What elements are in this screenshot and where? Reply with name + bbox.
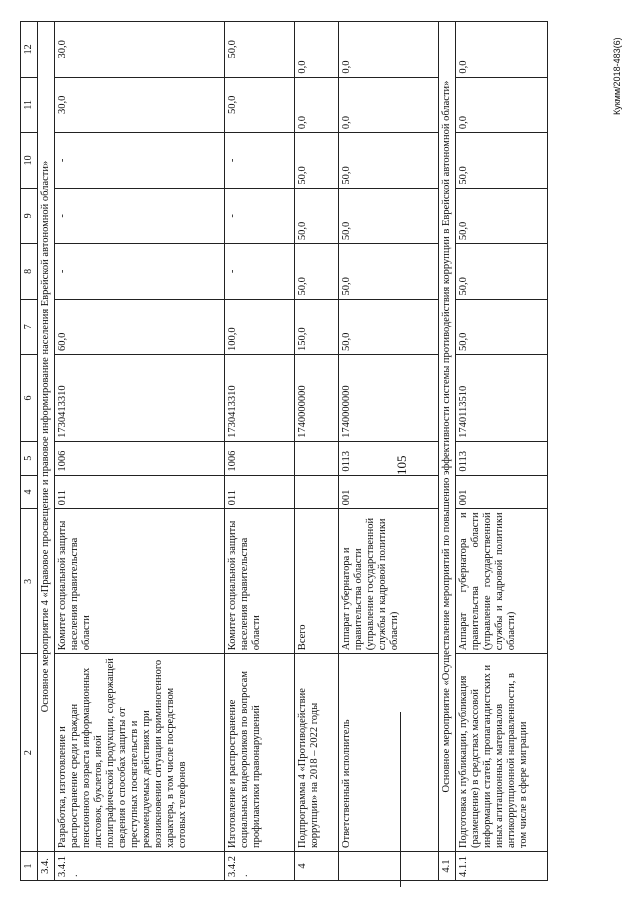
activity-name: Разработка, изготовление и распространение среди граждан пенсионного возраста информационных листовок, буклетов, иной полиграфической продукции, содержащей сведения о способах защиты от преступных посягательств и рекомендуемых действиях при возникновении ситуации криминогенного характера, в том числе посредством сотовых телефонов <box>54 654 224 852</box>
rzpr-code <box>294 441 338 475</box>
header-cell: 6 <box>21 355 38 442</box>
csr-code: 1740000000 <box>294 355 338 442</box>
activity-name: Изготовление и распространение социальных видеороликов по вопросам профилактики правонарушений <box>224 654 294 852</box>
section-title: Основное мероприятие 4 «Правовое просвещение и правовое информирование населения Еврейской автономной области» <box>37 22 54 852</box>
section-row <box>438 22 455 881</box>
executor: Комитет социальной защиты населения правительства области <box>54 509 224 654</box>
page-number: 105 <box>394 455 409 475</box>
value-2022: 0,0 <box>455 22 547 78</box>
header-cell: 9 <box>21 188 38 243</box>
csr-code: 1740000000 <box>338 355 438 442</box>
header-row <box>21 22 38 881</box>
table-row <box>54 22 224 881</box>
value-2018: - <box>224 244 294 299</box>
header-cell: 7 <box>21 299 38 354</box>
grbs-code: 001 <box>455 475 547 509</box>
value-2020: 50,0 <box>294 133 338 188</box>
total-value: 60,0 <box>54 299 224 354</box>
value-2021: 50,0 <box>224 77 294 132</box>
header-cell: 12 <box>21 22 38 78</box>
rzpr-code: 0113 <box>455 441 547 475</box>
header-cell: 1 <box>21 852 38 881</box>
csr-code: 1740113510 <box>455 355 547 442</box>
value-2018: 50,0 <box>338 244 438 299</box>
header-cell: 3 <box>21 509 38 654</box>
row-number <box>338 852 438 881</box>
value-2018: 50,0 <box>455 244 547 299</box>
value-2022: 0,0 <box>338 22 438 78</box>
value-2021: 0,0 <box>455 77 547 132</box>
activity-name: Подготовка к публикации, публикация (размещение) в средствах массовой информации статей, пропагандистских и иных агитационных материалов антикоррупционной направленности, в том числе в сфере миграции <box>455 654 547 852</box>
executor: Комитет социальной защиты населения правительства области <box>224 509 294 654</box>
row-number: 3.4.2. <box>224 852 294 881</box>
row-number: 4 <box>294 852 338 881</box>
value-2022: 0,0 <box>294 22 338 78</box>
value-2020: 50,0 <box>338 133 438 188</box>
row-number: 4.1.1 <box>455 852 547 881</box>
section-row <box>37 22 54 881</box>
executor: Аппарат губернатора и правительства области (управление государственной службы и кадровой политики области) <box>338 509 438 654</box>
value-2019: 50,0 <box>455 188 547 243</box>
value-2022: 30,0 <box>54 22 224 78</box>
row-number: 4.1 <box>438 852 455 881</box>
value-2020: 50,0 <box>455 133 547 188</box>
document-code: Кукмм/2018-483(6) <box>612 37 622 115</box>
table-row <box>224 22 294 881</box>
rzpr-code: 1006 <box>224 441 294 475</box>
table-row <box>455 22 547 881</box>
csr-code: 1730413310 <box>224 355 294 442</box>
grbs-code: 011 <box>54 475 224 509</box>
value-2020: - <box>54 133 224 188</box>
grbs-code: 001 <box>338 475 438 509</box>
rzpr-code: 0113 <box>338 441 438 475</box>
row-number: 3.4. <box>37 852 54 881</box>
table-row <box>338 22 438 881</box>
total-value: 50,0 <box>338 299 438 354</box>
csr-code: 1730413310 <box>54 355 224 442</box>
header-cell: 10 <box>21 133 38 188</box>
value-2022: 50,0 <box>224 22 294 78</box>
total-value: 100,0 <box>224 299 294 354</box>
value-2019: 50,0 <box>338 188 438 243</box>
total-value: 50,0 <box>455 299 547 354</box>
grbs-code: 011 <box>224 475 294 509</box>
value-2019: - <box>54 188 224 243</box>
value-2018: 50,0 <box>294 244 338 299</box>
footer-rule <box>400 712 401 887</box>
header-cell: 11 <box>21 77 38 132</box>
section-title: Основное мероприятие «Осуществление мероприятий по повышению эффективности системы противодействия коррупции в Еврейской автономной области» <box>438 22 455 852</box>
total-value: 150,0 <box>294 299 338 354</box>
value-2019: - <box>224 188 294 243</box>
header-cell: 5 <box>21 441 38 475</box>
header-cell: 8 <box>21 244 38 299</box>
value-2021: 0,0 <box>338 77 438 132</box>
value-2021: 0,0 <box>294 77 338 132</box>
rzpr-code: 1006 <box>54 441 224 475</box>
header-cell: 4 <box>21 475 38 509</box>
activity-name: Подпрограмма 4 «Противодействие коррупции» на 2018 – 2022 годы <box>294 654 338 852</box>
row-number: 3.4.1. <box>54 852 224 881</box>
header-cell: 2 <box>21 654 38 852</box>
value-2019: 50,0 <box>294 188 338 243</box>
table-row <box>294 22 338 881</box>
executor: Всего <box>294 509 338 654</box>
value-2020: - <box>224 133 294 188</box>
budget-table <box>20 21 548 881</box>
activity-name: Ответственный исполнитель <box>338 654 438 852</box>
value-2018: - <box>54 244 224 299</box>
executor: Аппарат губернатора и правительства области (управление государственной службы и кадровой политики области) <box>455 509 547 654</box>
grbs-code <box>294 475 338 509</box>
value-2021: 30,0 <box>54 77 224 132</box>
